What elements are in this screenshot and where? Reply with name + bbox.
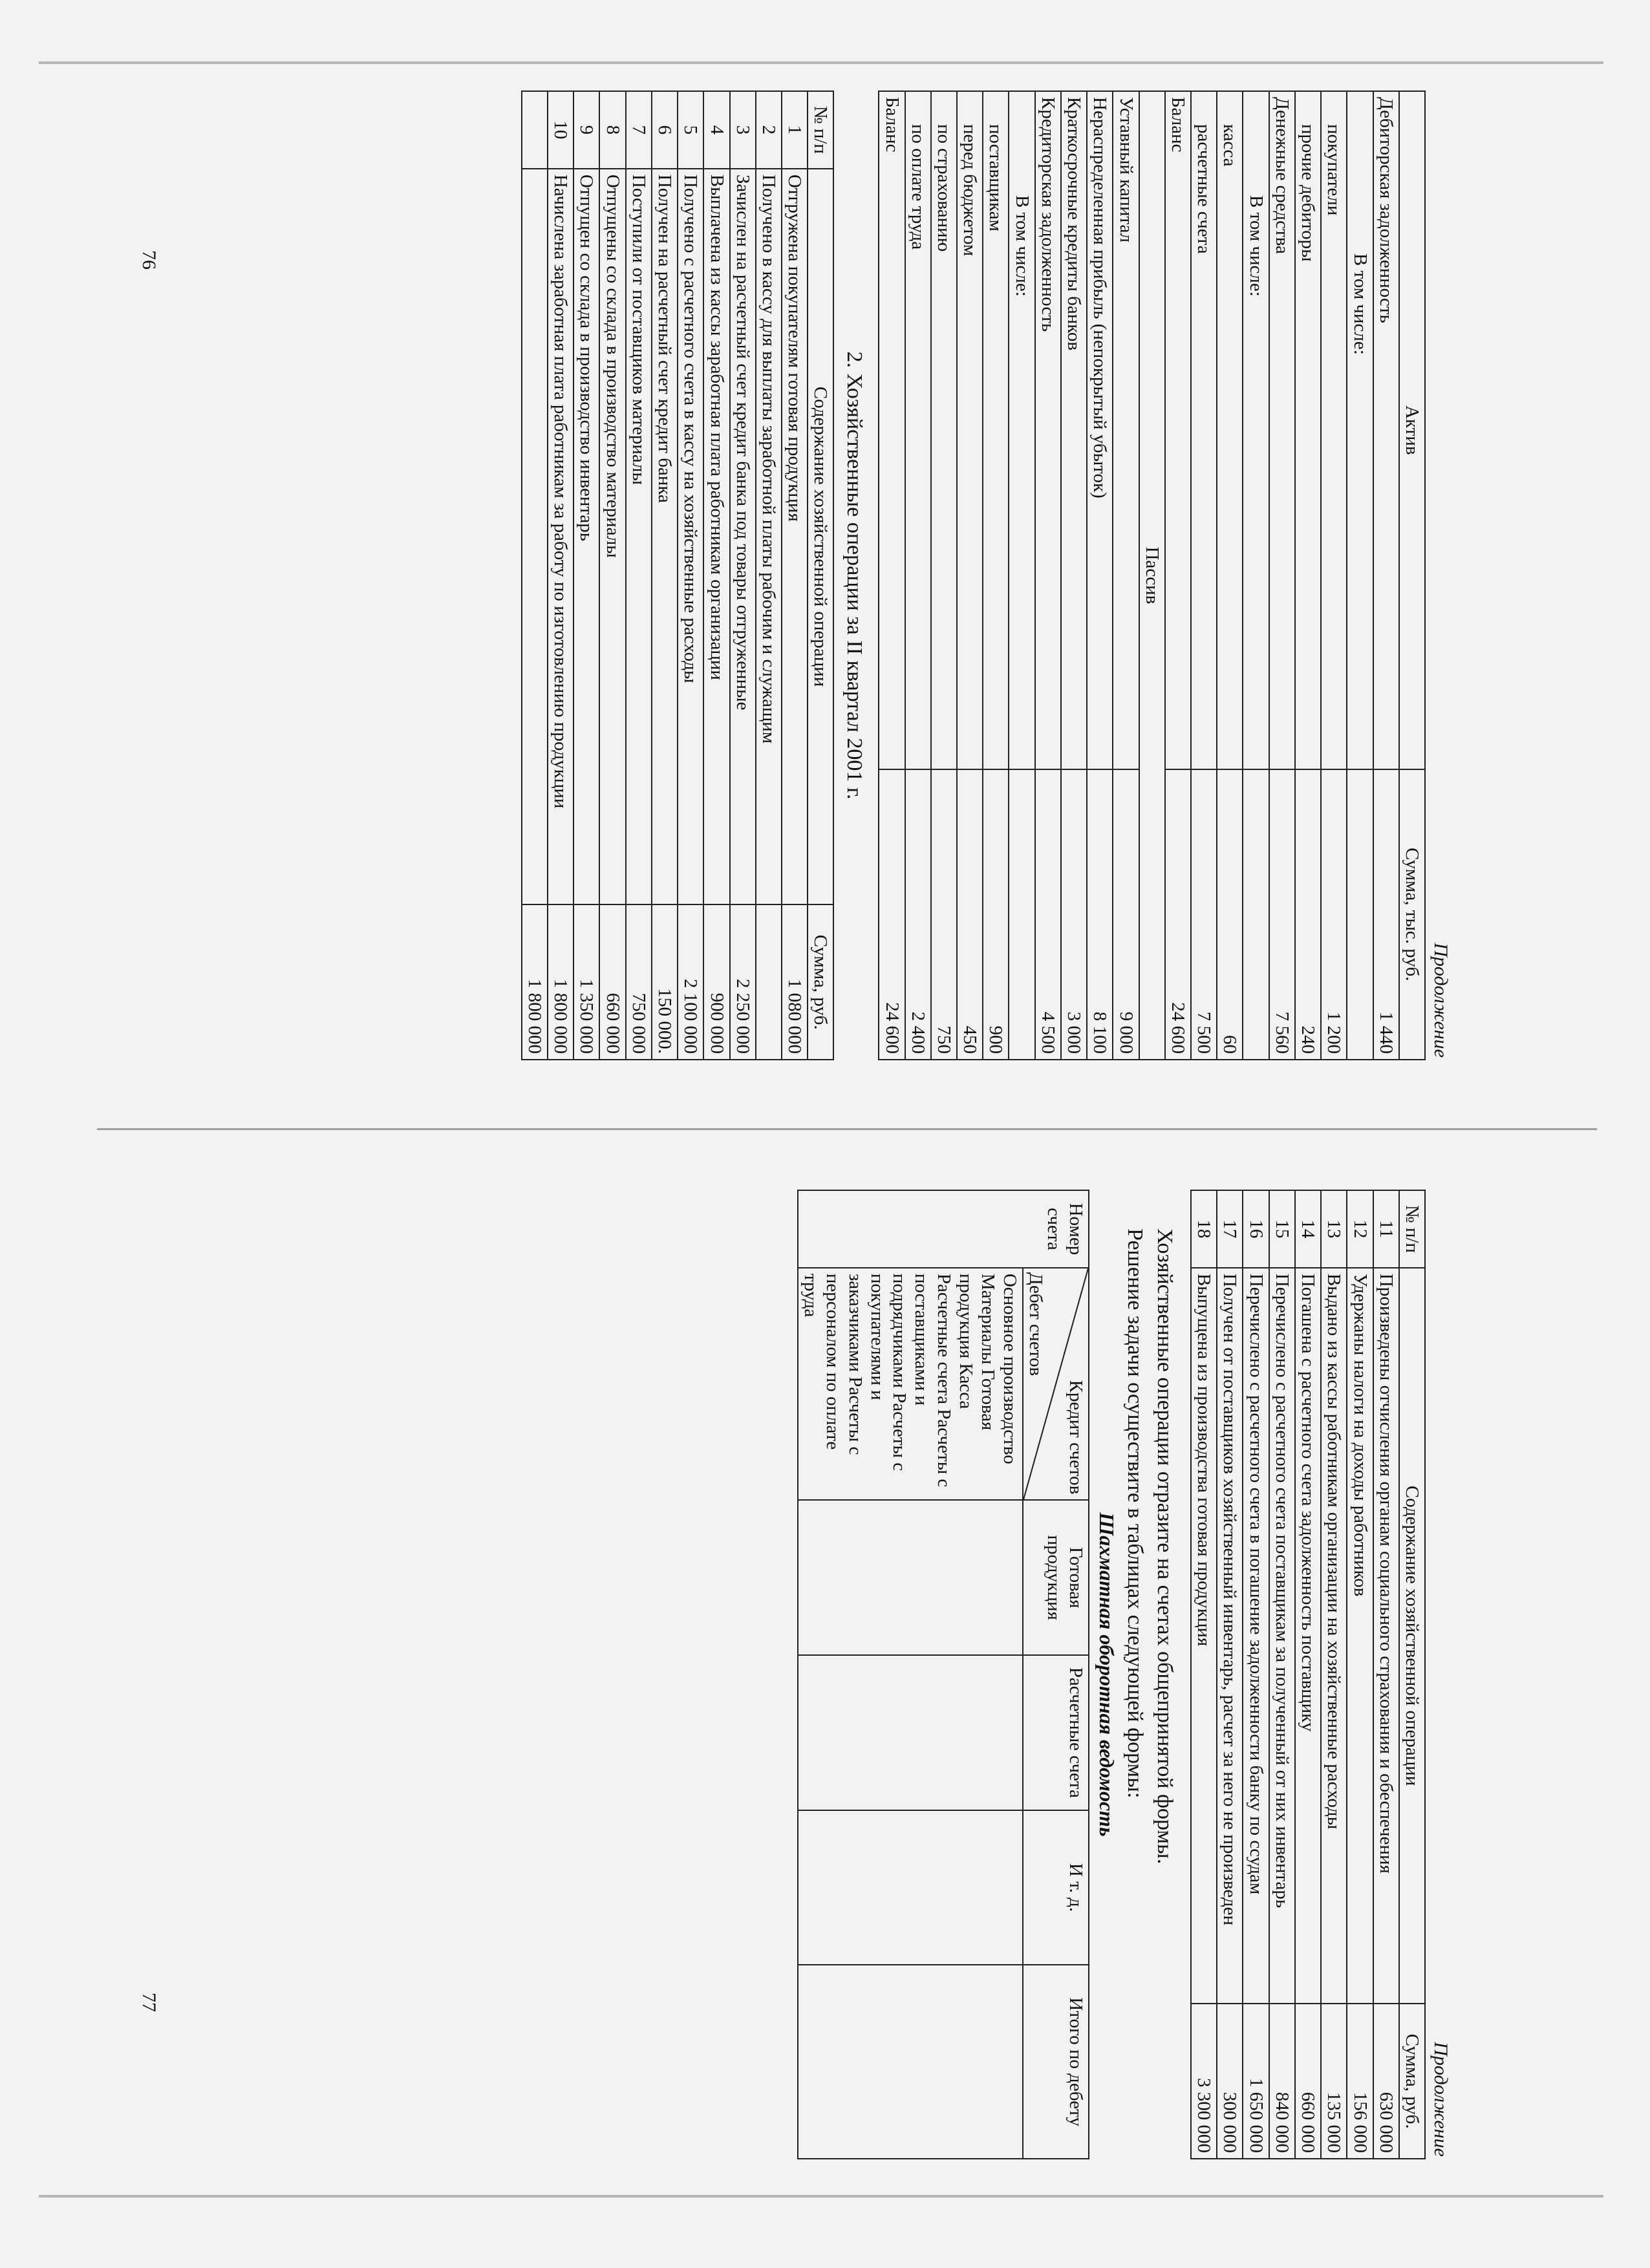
operation-number: 12 (1347, 1190, 1373, 1268)
operation-text: Перечислено с расчетного счета в погашение задолженности банку по ссудам (1243, 1268, 1269, 2004)
balance-value: 3 000 (1061, 769, 1087, 1060)
balance-header-asset: Актив (1399, 91, 1425, 769)
balance-value: 1 440 (1373, 769, 1399, 1060)
operation-row (1295, 1190, 1321, 2159)
balance-label: по страхованию (931, 91, 957, 769)
operation-number: 17 (1217, 1190, 1243, 1268)
operation-row (626, 91, 652, 1060)
chess-account-list: Основное производство Материалы Готовая продукция Касса Расчетные счета Расчеты с поставщиками и подрядчиками Расчеты с покупателями и заказчиками Расчеты с персоналом по оплате труда (798, 1268, 1023, 1501)
operation-row (1191, 1190, 1217, 2159)
chess-header-credit: Кредит счетов (1066, 1380, 1087, 1495)
operation-number: 4 (703, 91, 729, 169)
operation-sum: 135 000 (1321, 2004, 1347, 2159)
operation-number: 3 (730, 91, 756, 169)
balance-row (957, 91, 983, 1060)
passive-header: Пассив (1139, 91, 1165, 1060)
instruction-paragraph: Хозяйственные операции отразите на счетах общепринятой формы. (1153, 1228, 1177, 1865)
operation-sum: 1 800 000 (522, 904, 548, 1060)
section-title: 2. Хозяйственные операции за II квартал 2001 г. (842, 351, 867, 800)
balance-label: В том числе: (1243, 91, 1269, 769)
operation-number: 7 (626, 91, 652, 169)
ops-rows-2 (1191, 1190, 1399, 2159)
balance-value: 900 (983, 769, 1009, 1060)
balance-label: поставщикам (983, 91, 1009, 769)
operation-number: 16 (1243, 1190, 1269, 1268)
chess-col-etc: И т. д. (1023, 1810, 1089, 1965)
page-fold-line (97, 1128, 1597, 1130)
operation-row (1321, 1190, 1347, 2159)
chess-cell-empty-3 (798, 1810, 1023, 1965)
balance-row (1295, 91, 1321, 1060)
operation-text: Перечислено с расчетного счета поставщикам за полученный от них инвентарь (1269, 1268, 1295, 2004)
operation-row (652, 91, 678, 1060)
balance-label: перед бюджетом (957, 91, 983, 769)
operation-row (1217, 1190, 1243, 2159)
chess-sheet-title: Шахматная оборотная ведомость (1095, 1512, 1119, 1837)
balance-table (878, 91, 1426, 1060)
operation-text: Удержаны налоги на доходы работников (1347, 1268, 1373, 2004)
operation-row (599, 91, 625, 1060)
balance-label: В том числе: (1009, 91, 1035, 769)
operation-sum: 900 000 (703, 904, 729, 1060)
operation-number: 15 (1269, 1190, 1295, 1268)
operation-number: 2 (756, 91, 782, 169)
operation-number: 6 (652, 91, 678, 169)
balance-label: расчетные счета (1191, 91, 1217, 769)
balance-label: Кредиторская задолженность (1035, 91, 1061, 769)
balance-row (1373, 91, 1399, 1060)
chess-header-debit: Дебет счетов (1025, 1272, 1047, 1376)
operation-sum: 660 000 (599, 904, 625, 1060)
operation-row (730, 91, 756, 1060)
operation-text: Отпущены со склада в производство материалы (599, 169, 625, 905)
operation-number: 13 (1321, 1190, 1347, 1268)
balance-value (1347, 769, 1373, 1060)
operation-sum: 1 350 000 (573, 904, 599, 1060)
operation-row (1243, 1190, 1269, 2159)
operation-text: Поступили от поставщиков материалы (626, 169, 652, 905)
operation-text: Произведены отчисления органам социального страхования и обеспечения (1373, 1268, 1399, 2004)
operation-sum: 630 000 (1373, 2004, 1399, 2159)
balance-value: 2 400 (905, 769, 931, 1060)
chess-header-diagonal (1023, 1268, 1089, 1501)
operation-sum: 1 800 000 (548, 904, 573, 1060)
balance-row (1087, 91, 1113, 1060)
operation-sum: 150 000. (652, 904, 678, 1060)
operation-row (1269, 1190, 1295, 2159)
ops2-header-no: № п/п (1399, 1190, 1425, 1268)
balance-label: Дебиторская задолженность (1373, 91, 1399, 769)
balance-label: Краткосрочные кредиты банков (1061, 91, 1087, 769)
left-page (107, 91, 1452, 1060)
chess-col-total-debit: Итого по дебету (1023, 1965, 1089, 2159)
operation-sum: 156 000 (1347, 2004, 1373, 2159)
operation-number: 11 (1373, 1190, 1399, 1268)
balance-row (1009, 91, 1035, 1060)
balance-label: прочие дебиторы (1295, 91, 1321, 769)
balance-row (1035, 91, 1061, 1060)
balance-row (905, 91, 931, 1060)
chess-col-finished-goods: Готовая продукция (1023, 1500, 1089, 1655)
ops2-header-text: Содержание хозяйственной операции (1399, 1268, 1425, 2004)
operation-number: 14 (1295, 1190, 1321, 1268)
operation-sum: 2 250 000 (730, 904, 756, 1060)
operation-row (1373, 1190, 1399, 2159)
operation-text: Получен от поставщиков хозяйственный инвентарь, расчет за него не произведен (1217, 1268, 1243, 2004)
balance-value: 9 000 (1113, 769, 1139, 1060)
operation-number: 18 (1191, 1190, 1217, 1268)
balance-row (1217, 91, 1243, 1060)
operation-row (1347, 1190, 1373, 2159)
balance-row (1269, 91, 1295, 1060)
operation-text (522, 169, 548, 905)
operation-row (678, 91, 703, 1060)
balance-row (1165, 91, 1191, 1060)
balance-row (1243, 91, 1269, 1060)
balance-value: 240 (1295, 769, 1321, 1060)
balance-value: 8 100 (1087, 769, 1113, 1060)
operation-text: Выпущена из производства готовая продукция (1191, 1268, 1217, 2004)
balance-value: 7 560 (1269, 769, 1295, 1060)
balance-value: 450 (957, 769, 983, 1060)
operation-number (522, 91, 548, 169)
operation-text: Выплачена из кассы заработная плата работникам организации (703, 169, 729, 905)
ops-header-sum: Сумма, руб. (808, 904, 833, 1060)
balance-value: 750 (931, 769, 957, 1060)
balance-label: Нераспределенная прибыль (непокрытый убыток) (1087, 91, 1113, 769)
operation-number: 9 (573, 91, 599, 169)
balance-row (1321, 91, 1347, 1060)
balance-label: по оплате труда (905, 91, 931, 769)
page-number-left: 76 (138, 250, 160, 270)
page-number-right: 77 (138, 1993, 160, 2012)
balance-value (1009, 769, 1035, 1060)
balance-label: Денежные средства (1269, 91, 1295, 769)
operation-text: Отпущен со склада в производство инвентарь (573, 169, 599, 905)
operation-sum: 660 000 (1295, 2004, 1321, 2159)
continued-label: Продолжение (1430, 943, 1452, 1058)
chess-col-settlement-accounts: Расчетные счета (1023, 1655, 1089, 1810)
balance-header-sum: Сумма, тыс. руб. (1399, 769, 1425, 1060)
operation-number: 5 (678, 91, 703, 169)
operation-sum: 2 100 000 (678, 904, 703, 1060)
chess-sheet-table (797, 1190, 1089, 2159)
right-page (107, 1190, 1452, 2159)
balance-value: 24 600 (879, 769, 905, 1060)
operation-sum: 300 000 (1217, 2004, 1243, 2159)
operation-sum (756, 904, 782, 1060)
balance-label: Уставный капитал (1113, 91, 1139, 769)
operation-row (548, 91, 573, 1060)
operation-number: 1 (782, 91, 808, 169)
operation-row (703, 91, 729, 1060)
balance-value: 60 (1217, 769, 1243, 1060)
operations-table-2 (1190, 1190, 1426, 2159)
balance-label: В том числе: (1347, 91, 1373, 769)
operation-text: Выдано из кассы работникам организации на хозяйственные расходы (1321, 1268, 1347, 2004)
operation-sum: 3 300 000 (1191, 2004, 1217, 2159)
operations-table-1 (521, 91, 835, 1060)
balance-label: Баланс (879, 91, 905, 769)
operation-text: Отгружена покупателям готовая продукция (782, 169, 808, 905)
operation-text: Погашена с расчетного счета задолженность поставщику (1295, 1268, 1321, 2004)
operation-row (756, 91, 782, 1060)
operation-text: Начислена заработная плата работникам за работу по изготовлению продукции (548, 169, 573, 905)
balance-row (879, 91, 905, 1060)
balance-label: касса (1217, 91, 1243, 769)
balance-value (1243, 769, 1269, 1060)
operation-row (573, 91, 599, 1060)
balance-value: 4 500 (1035, 769, 1061, 1060)
chess-cell-empty-4 (798, 1965, 1023, 2159)
ops-rows-1 (522, 91, 808, 1060)
balance-value: 1 200 (1321, 769, 1347, 1060)
operation-text: Зачислен на расчетный счет кредит банка под товары отгруженные (730, 169, 756, 905)
scan-edge-bottom (39, 2195, 1603, 2198)
operation-text: Получено с расчетного счета в кассу на хозяйственные расходы (678, 169, 703, 905)
balance-row (983, 91, 1009, 1060)
continued-label-2: Продолжение (1430, 2042, 1452, 2157)
balance-label: покупатели (1321, 91, 1347, 769)
ops-header-text: Содержание хозяйственной операции (808, 169, 833, 905)
balance-label: Баланс (1165, 91, 1191, 769)
chess-cell-empty-1 (798, 1500, 1023, 1655)
instruction-paragraph-2: Решение задачи осуществите в таблицах следующей формы: (1123, 1228, 1148, 1799)
balance-value: 7 500 (1191, 769, 1217, 1060)
scan-edge-top (39, 61, 1603, 64)
operation-text: Получено в кассу для выплаты заработной платы рабочим и служащим (756, 169, 782, 905)
balance-row (1191, 91, 1217, 1060)
ops2-header-sum: Сумма, руб. (1399, 2004, 1425, 2159)
passive-rows (879, 91, 1139, 1060)
operation-number: 8 (599, 91, 625, 169)
balance-row (1347, 91, 1373, 1060)
balance-value: 24 600 (1165, 769, 1191, 1060)
ops-header-no: № п/п (808, 91, 833, 169)
operation-row (782, 91, 808, 1060)
chess-header-account: Номер счета (798, 1190, 1089, 1268)
balance-row (1113, 91, 1139, 1060)
balance-row (1061, 91, 1087, 1060)
chess-cell-empty-2 (798, 1655, 1023, 1810)
asset-rows (1165, 91, 1399, 1060)
operation-sum: 1 080 000 (782, 904, 808, 1060)
operation-text: Получен на расчетный счет кредит банка (652, 169, 678, 905)
operation-sum: 750 000 (626, 904, 652, 1060)
operation-sum: 840 000 (1269, 2004, 1295, 2159)
operation-number: 10 (548, 91, 573, 169)
operation-sum: 1 650 000 (1243, 2004, 1269, 2159)
balance-row (931, 91, 957, 1060)
operation-row (522, 91, 548, 1060)
